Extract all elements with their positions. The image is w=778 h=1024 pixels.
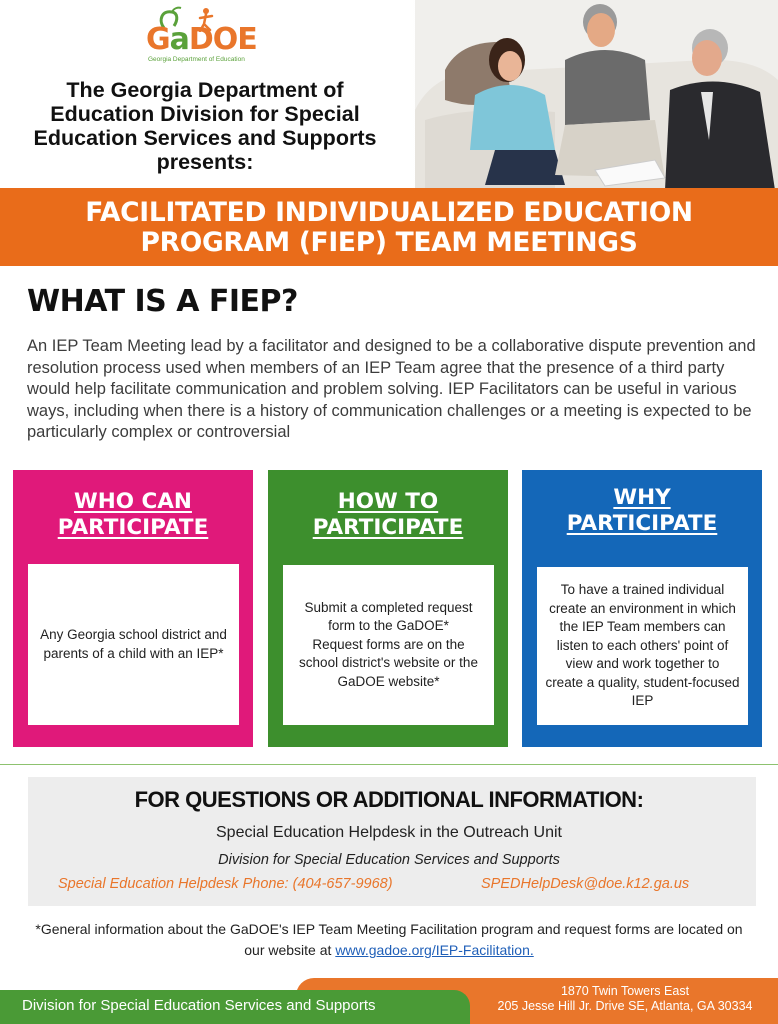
footer-address-line1: 1870 Twin Towers East bbox=[560, 984, 690, 998]
division-name: Division for Special Education Services and Supports bbox=[218, 852, 560, 868]
general-info-text: *General information about the GaDOE's IEP Team Meeting Facilitation program and request forms are located on our website at bbox=[35, 921, 743, 958]
why-participate-box bbox=[522, 470, 762, 747]
box-title-line1: WHO CAN bbox=[74, 489, 192, 514]
box-title-line1: WHY bbox=[613, 485, 671, 510]
what-is-heading: WHAT IS A FIEP? bbox=[27, 284, 298, 319]
logo-wordmark: GaDOE bbox=[146, 22, 257, 57]
box-title-line2: PARTICIPATE bbox=[57, 515, 209, 540]
main-title-line2: PROGRAM (FIEP) TEAM MEETINGS bbox=[140, 227, 638, 258]
gadoe-logo[interactable] bbox=[146, 4, 266, 66]
helpdesk-email-link[interactable]: SPEDHelpDesk@doe.k12.ga.us bbox=[481, 876, 690, 892]
box-title bbox=[522, 485, 762, 537]
helpdesk-phone[interactable]: Special Education Helpdesk Phone: (404-657-9968) bbox=[58, 876, 393, 892]
questions-heading: FOR QUESTIONS OR ADDITIONAL INFORMATION: bbox=[134, 787, 644, 812]
box-title bbox=[268, 489, 508, 541]
box-title-line2: PARTICIPATE bbox=[566, 511, 718, 536]
box-text: To have a trained individual create an environment in which the IEP Team members can listen to each others' point of view and work together to create a quality, student-focused IEP bbox=[537, 567, 748, 725]
meeting-photo bbox=[415, 0, 778, 190]
box-text: Any Georgia school district and parents of a child with an IEP* bbox=[28, 564, 239, 725]
how-to-participate-box bbox=[268, 470, 508, 747]
what-is-body: An IEP Team Meeting lead by a facilitator and designed to be a collaborative dispute prevention and resolution process used when members of an IEP Team agree that the presence of a third party would help facilitate communication and problem solving. IEP Facilitators can be useful in various ways, including when there is a history of communication challenges or a meeting is expected to be particularly complex or controversial bbox=[27, 337, 756, 441]
who-can-participate-box bbox=[13, 470, 253, 747]
helpdesk-unit: Special Education Helpdesk in the Outreach Unit bbox=[216, 824, 562, 841]
box-title-line1: HOW TO bbox=[337, 489, 439, 514]
header bbox=[0, 0, 778, 190]
footer-division: Division for Special Education Services and Supports bbox=[22, 997, 376, 1014]
box-title bbox=[13, 489, 253, 541]
presents-heading: The Georgia Department of Education Division for Special Education Services and Supports presents: bbox=[33, 78, 377, 174]
main-title bbox=[0, 198, 778, 258]
general-info bbox=[30, 919, 748, 961]
footer-address bbox=[472, 984, 778, 1014]
iep-facilitation-link[interactable]: www.gadoe.org/IEP-Facilitation. bbox=[335, 942, 534, 958]
box-text: Submit a completed request form to the GaDOE* Request forms are on the school district's website or the GaDOE website* bbox=[283, 565, 494, 725]
box-title-line2: PARTICIPATE bbox=[312, 515, 464, 540]
main-title-line1: FACILITATED INDIVIDUALIZED EDUCATION bbox=[85, 197, 693, 228]
logo-subtitle: Georgia Department of Education bbox=[148, 56, 245, 63]
divider bbox=[0, 764, 778, 765]
footer-address-line2: 205 Jesse Hill Jr. Drive SE, Atlanta, GA 30334 bbox=[497, 999, 753, 1013]
